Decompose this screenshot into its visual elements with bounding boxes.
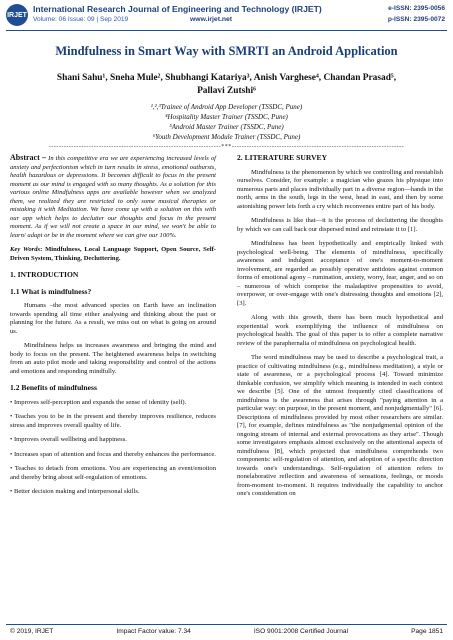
subsection-what-is-mindfulness: 1.1 What is mindfulness? — [10, 286, 92, 296]
irjet-logo: IRJET — [6, 4, 28, 26]
page-footer — [10, 628, 443, 635]
benefit-item: • Better decision making and interpersonal skills. — [10, 488, 140, 495]
literature-paragraph: The word mindfulness may be used to describe a psychological trait, a practice of cultivating mindfulness (e.g., mindfulness meditation), a style or state of awareness, or a psychological process [4]. Toward minimize thinkable confusion, we simplify which meaning is intended in each context we describe [5]. One of the utmost frequently cited classifications of mindfulness is the awareness that arises through "paying attention in a particular way: on purpose, in the present moment, and nonjudgmentally" [6]. Descriptions of mindfulness provided by most other researchers are similar.[7], for example, defines mindfulness as "the nonjudgmental opinion of the ongoing stream of internal and external provocations as they arise". Though some investigators emphasis almost exclusively on the attentional aspects of mindfulness [8], which projected that mindfulness comprehends two components: self-regulation of attention, and adoption of a specific direction towards one's understandings. Self-regulation of attention refers to nonelaborative reflection and awareness of sensations, feelings, or moods from-moment to-moment. It requires individually the capability to anchor one's consideration on — [237, 354, 443, 497]
subsection-benefits: 1.2 Benefits of mindfulness — [10, 383, 97, 392]
page-number: Page 1851 — [411, 628, 443, 635]
journal-header — [0, 0, 453, 30]
left-column — [10, 154, 216, 503]
author-list — [30, 72, 423, 98]
authors-line-2: Pallavi Zutshi⁶ — [197, 86, 256, 96]
header-rule — [6, 30, 447, 31]
affiliation-2: ⁴Hospitality Master Trainer (TSSDC, Pune) — [165, 113, 288, 121]
e-issn: e-ISSN: 2395-0056 — [388, 5, 445, 12]
literature-paragraph: Mindfulness has been hypothetically and empirically linked with psychological well-being. The elements of mindfulness, specifically awareness and indulgent acceptance of one's moment-to-moment involvement, are regarded as possibly operative antidotes against common forms of emotional agony – rumination, anxiety, worry, fear, anger, and so on – numerous of which comprise the maladaptive propensities to avoid, overpower, or over-engage with one's distressing thoughts and emotions [2],[3]. — [237, 240, 443, 307]
literature-paragraph: Mindfulness is like that—it is the process of decluttering the thoughts by which we can call back our dispersed mind and reinstate it to [1]. — [237, 217, 443, 233]
section-introduction: 1. INTRODUCTION — [10, 270, 79, 279]
right-column — [237, 154, 443, 505]
affiliation-4: ⁶Youth Development Module Trainer (TSSDC, Pune) — [152, 133, 301, 141]
journal-url[interactable]: www.irjet.net — [190, 16, 233, 23]
volume-info: Volume: 06 Issue: 09 | Sep 2019 — [33, 16, 129, 23]
section-separator: ---------------------------------------------------------------------***--------------------------------------------------------------------- — [48, 144, 405, 150]
footer-rule — [6, 624, 447, 625]
intro-paragraph-1: Humans –the most advanced species on Earth have an inclination towards spending all time either analysing and thinking about the past or planning for the future. As a result, we miss out on what is going on around us. — [10, 302, 216, 335]
affiliation-1: ¹,²,³Trainee of Android App Developer (TSSDC, Pune) — [150, 103, 303, 111]
abstract-heading: Abstract – — [10, 153, 47, 162]
keywords-text: : Mindfulness, Local Language Support, Open Source, Self-Driven System, Thinking, Decluttering. — [10, 246, 216, 262]
p-issn: p-ISSN: 2395-0072 — [387, 16, 445, 23]
keywords — [10, 246, 216, 263]
iso-certification: ISO 9001:2008 Certified Journal — [253, 628, 349, 635]
authors-line-1: Shani Sahu¹, Sneha Mule², Shubhangi Katariya³, Anish Varghese⁴, Chandan Prasad⁵, — [56, 73, 397, 83]
benefit-item: • Teaches you to be in the present and thereby improves resilience, reduces stress and improves overall quality of life. — [10, 413, 216, 429]
abstract-text: In this competitive era we are experiencing increased levels of anxiety and perfectionism which in turn results in stress, emotional outbursts, health hazardous or depressions. It becomes difficult to focus in the present moment as our mind is engaged with so many thoughts. As a solution for this various online Mindfulness apps are available however when we analyzed them, we realized they are restricted to only some musical therapies or mistaking it with Meditation. We have come up with a solution on this with our app which helps to declutter our thoughts and focus in the present moment. As if we will not create a space in our mind, we won't be able to learn/ adapt or be in the moment where we can give our 100%. — [10, 155, 216, 239]
affiliation-3: ⁵Android Master Trainer (TSSDC, Pune) — [169, 123, 284, 131]
literature-paragraph: Along with this growth, there has been much hypothetical and experiential work exemplifying the influence of mindfulness on psychological health. The goal of this paper is to offer a complete narrative review of the paraphernalia of mindfulness on psychological health. — [237, 314, 443, 347]
intro-paragraph-2: Mindfulness helps us increases awareness and bringing the mind and body to focus on the present. The heightened awareness helps in switching from an auto pilot mode and taking responsibility and control of the actions and emotions and responding mindfully. — [10, 342, 216, 375]
impact-factor: Impact Factor value: 7.34 — [116, 628, 191, 635]
keywords-heading: Key Words — [10, 246, 41, 253]
literature-paragraph: Mindfulness is the phenomenon by which we controlling and reestablish ourselves. Consider, for example: a magician who grazes his physique into numerous parts and places individually part in a diverse region—hands in the north, arms in the south, legs in the west, head in east, and then by some astonishing power lets forth a cry which reconvenes entire part of his body. — [237, 168, 443, 210]
benefit-item: • Teaches to detach from emotions. You are experiencing an event/emotion and thereby bring about self-regulation of emotions. — [10, 465, 216, 481]
abstract — [10, 154, 216, 240]
paper-title: Mindfulness in Smart Way with SMRTI an Android Application — [55, 44, 398, 58]
copyright: © 2019, IRJET — [10, 628, 54, 635]
benefit-item: • Increases span of attention and focus and thereby enhances the performance. — [10, 450, 216, 458]
benefit-item: • Improves self-perception and expands the sense of identity (self). — [10, 398, 187, 406]
section-literature-survey: 2. LITERATURE SURVEY — [237, 153, 328, 162]
benefit-item: • Improves overall wellbeing and happiness. — [10, 436, 127, 443]
journal-name: International Research Journal of Engineering and Technology (IRJET) — [33, 4, 322, 14]
